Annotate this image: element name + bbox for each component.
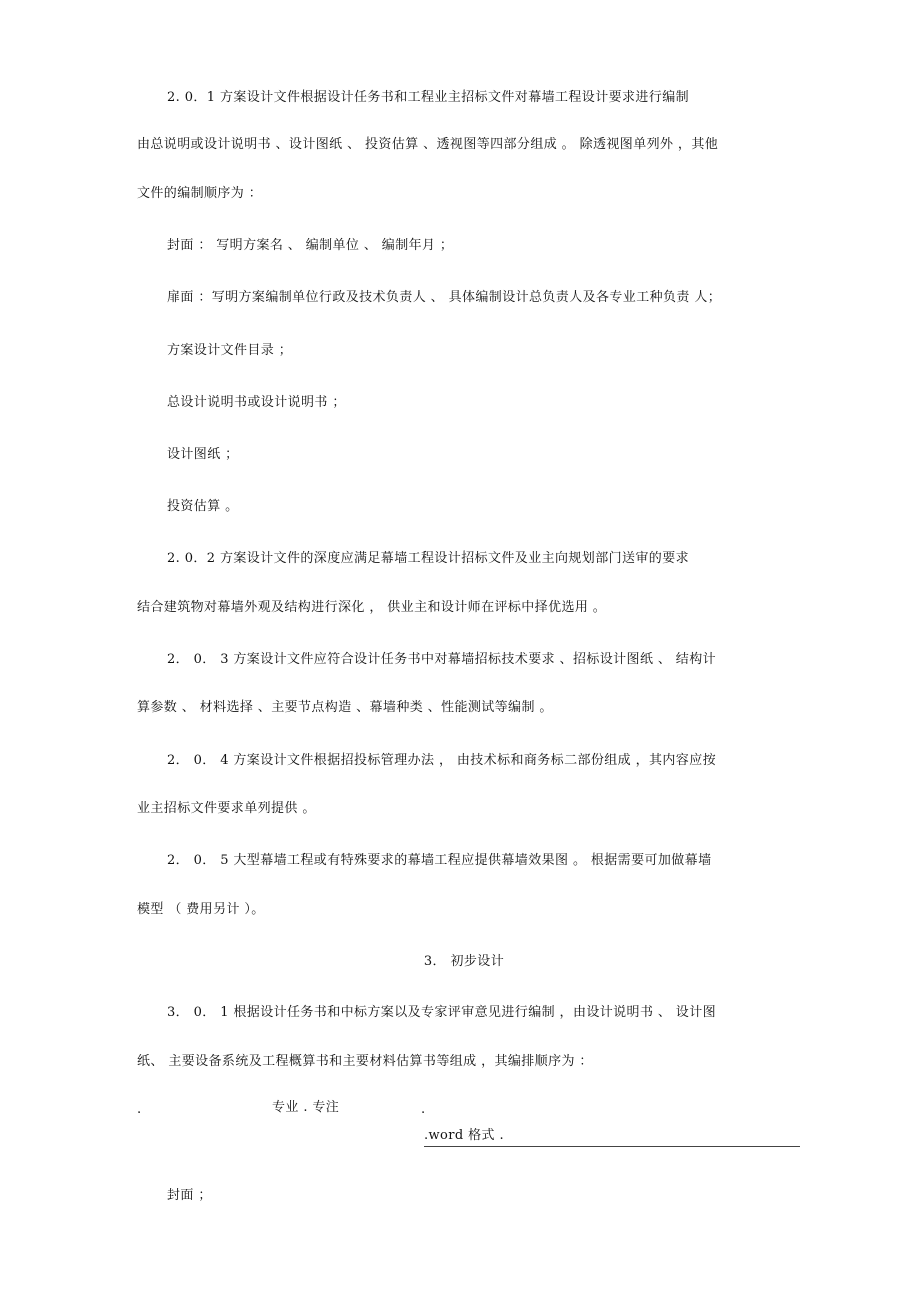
list-item-cover: 封面 ： 写明方案名 、 编制单位 、 编制年月 ； — [167, 238, 454, 253]
footer-format-label: .word 格式 . — [424, 1128, 505, 1143]
paragraph-2-0-3-line-1: 2． 0． 3 方案设计文件应符合设计任务书中对幕墙招标技术要求 、招标设计图纸 、 结构计 — [167, 652, 717, 667]
paragraph-3-0-1-line-1: 3． 0． 1 根据设计任务书和中标方案以及专家评审意见进行编制 ，由设计说明书 、 设计图 — [167, 1005, 717, 1020]
list-item-investment-estimate: 投资估算 。 — [167, 499, 239, 514]
paragraph-3-0-1-line-2: 纸、 主要设备系统及工程概算书和主要材料估算书等组成 ，其编排顺序为 ： — [137, 1054, 593, 1069]
list-item-contents: 方案设计文件目录 ； — [167, 343, 293, 358]
paragraph-2-0-1-line-3: 文件的编制顺序为 ： — [137, 186, 263, 201]
paragraph-2-0-3-line-2: 算参数 、 材料选择 、主要节点构造 、幕墙种类 、性能测试等编制 。 — [137, 700, 553, 715]
footer-dot-left: . — [137, 1102, 142, 1117]
section-heading-preliminary-design: 3． 初步设计 — [423, 954, 505, 969]
list-item-cover-2: 封面 ； — [167, 1188, 212, 1203]
paragraph-2-0-4-line-1: 2． 0． 4 方案设计文件根据招投标管理办法 ， 由技术标和商务标二部份组成 ，其内容应按 — [167, 753, 717, 768]
paragraph-2-0-2-line-1: 2. 0．2 方案设计文件的深度应满足幕墙工程设计招标文件及业主向规划部门送审的要求 — [167, 551, 690, 566]
paragraph-2-0-1-line-2: 由总说明或设计说明书 、设计图纸 、 投资估算 、透视图等四部分组成 。 除透视图单列外 ，其他 — [137, 137, 719, 152]
paragraph-2-0-5-line-1: 2． 0． 5 大型幕墙工程或有特殊要求的幕墙工程应提供幕墙效果图 。 根据需要可加做幕墙 — [167, 853, 712, 868]
list-item-design-statement: 总设计说明书或设计说明书 ； — [167, 395, 346, 410]
paragraph-2-0-2-line-2: 结合建筑物对幕墙外观及结构进行深化 ， 供业主和设计师在评标中择优选用 。 — [137, 600, 607, 615]
paragraph-2-0-4-line-2: 业主招标文件要求单列提供 。 — [137, 801, 316, 816]
paragraph-2-0-5-line-2: 模型 （ 费用另计 ）。 — [137, 902, 265, 917]
footer-dot-right: . — [421, 1102, 426, 1117]
footer-divider — [424, 1146, 800, 1147]
paragraph-2-0-1-line-1: 2. 0．1 方案设计文件根据设计任务书和工程业主招标文件对幕墙工程设计要求进行编制 — [167, 90, 690, 105]
footer-slogan: 专业 . 专注 — [272, 1100, 340, 1115]
list-item-title-page: 扉面 ：写明方案编制单位行政及技术负责人 、 具体编制设计总负责人及各专业工种负责 人； — [167, 290, 722, 305]
list-item-drawings: 设计图纸 ； — [167, 447, 239, 462]
